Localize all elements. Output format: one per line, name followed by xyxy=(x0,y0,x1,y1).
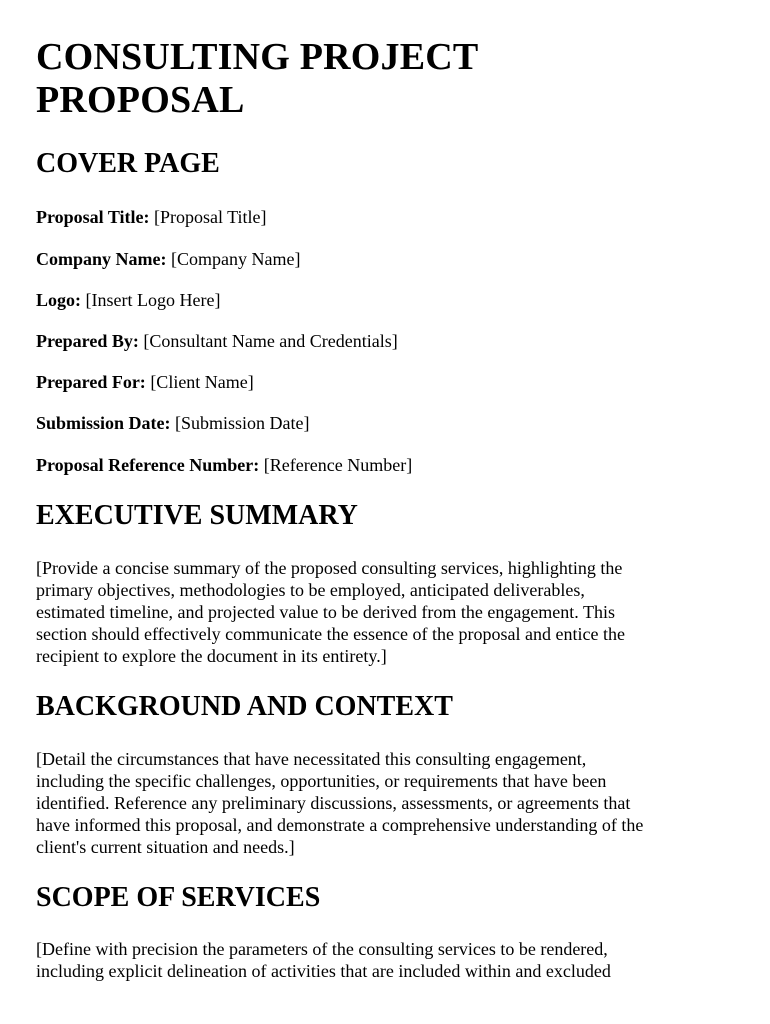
field-submission-date xyxy=(36,412,310,434)
field-value: [Reference Number] xyxy=(263,455,413,475)
paragraph-line: client's current situation and needs.] xyxy=(36,837,295,857)
background-paragraph xyxy=(36,748,736,858)
field-value: [Proposal Title] xyxy=(154,207,267,227)
field-label: Logo: xyxy=(36,290,81,310)
document-title xyxy=(36,36,736,122)
field-prepared-by xyxy=(36,330,398,352)
paragraph-line: including explicit delineation of activities that are included within and excluded xyxy=(36,961,611,981)
field-value: [Consultant Name and Credentials] xyxy=(143,331,398,351)
paragraph-line: [Define with precision the parameters of the consulting services to be rendered, xyxy=(36,939,608,959)
field-proposal-title xyxy=(36,206,267,228)
paragraph-line: including the specific challenges, opportunities, or requirements that have been xyxy=(36,771,607,791)
paragraph-line: recipient to explore the document in its entirety.] xyxy=(36,646,387,666)
paragraph-line: have informed this proposal, and demonstrate a comprehensive understanding of the xyxy=(36,815,644,835)
field-value: [Client Name] xyxy=(150,372,254,392)
paragraph-line: [Provide a concise summary of the proposed consulting services, highlighting the xyxy=(36,558,623,578)
field-label: Prepared For: xyxy=(36,372,146,392)
document-title-line: CONSULTING PROJECT xyxy=(36,36,479,78)
field-label: Submission Date: xyxy=(36,413,171,433)
field-label: Proposal Reference Number: xyxy=(36,455,260,475)
paragraph-line: section should effectively communicate the essence of the proposal and entice the xyxy=(36,624,625,644)
field-label: Prepared By: xyxy=(36,331,139,351)
scope-of-services-paragraph xyxy=(36,938,736,982)
section-heading-cover-page: COVER PAGE xyxy=(36,148,220,179)
field-company-name xyxy=(36,248,300,270)
paragraph-line: [Detail the circumstances that have necessitated this consulting engagement, xyxy=(36,749,587,769)
paragraph-line: identified. Reference any preliminary discussions, assessments, or agreements that xyxy=(36,793,631,813)
paragraph-line: estimated timeline, and projected value to be derived from the engagement. This xyxy=(36,602,615,622)
field-prepared-for xyxy=(36,371,254,393)
document-title-line: PROPOSAL xyxy=(36,79,245,121)
field-label: Proposal Title: xyxy=(36,207,150,227)
section-heading-scope-of-services: SCOPE OF SERVICES xyxy=(36,882,321,913)
field-value: [Insert Logo Here] xyxy=(85,290,221,310)
field-value: [Submission Date] xyxy=(175,413,310,433)
field-label: Company Name: xyxy=(36,249,167,269)
field-reference-number xyxy=(36,454,412,476)
section-heading-executive-summary: EXECUTIVE SUMMARY xyxy=(36,500,358,531)
paragraph-line: primary objectives, methodologies to be employed, anticipated deliverables, xyxy=(36,580,585,600)
field-logo xyxy=(36,289,220,311)
field-value: [Company Name] xyxy=(171,249,301,269)
section-heading-background: BACKGROUND AND CONTEXT xyxy=(36,691,453,722)
executive-summary-paragraph xyxy=(36,557,736,667)
